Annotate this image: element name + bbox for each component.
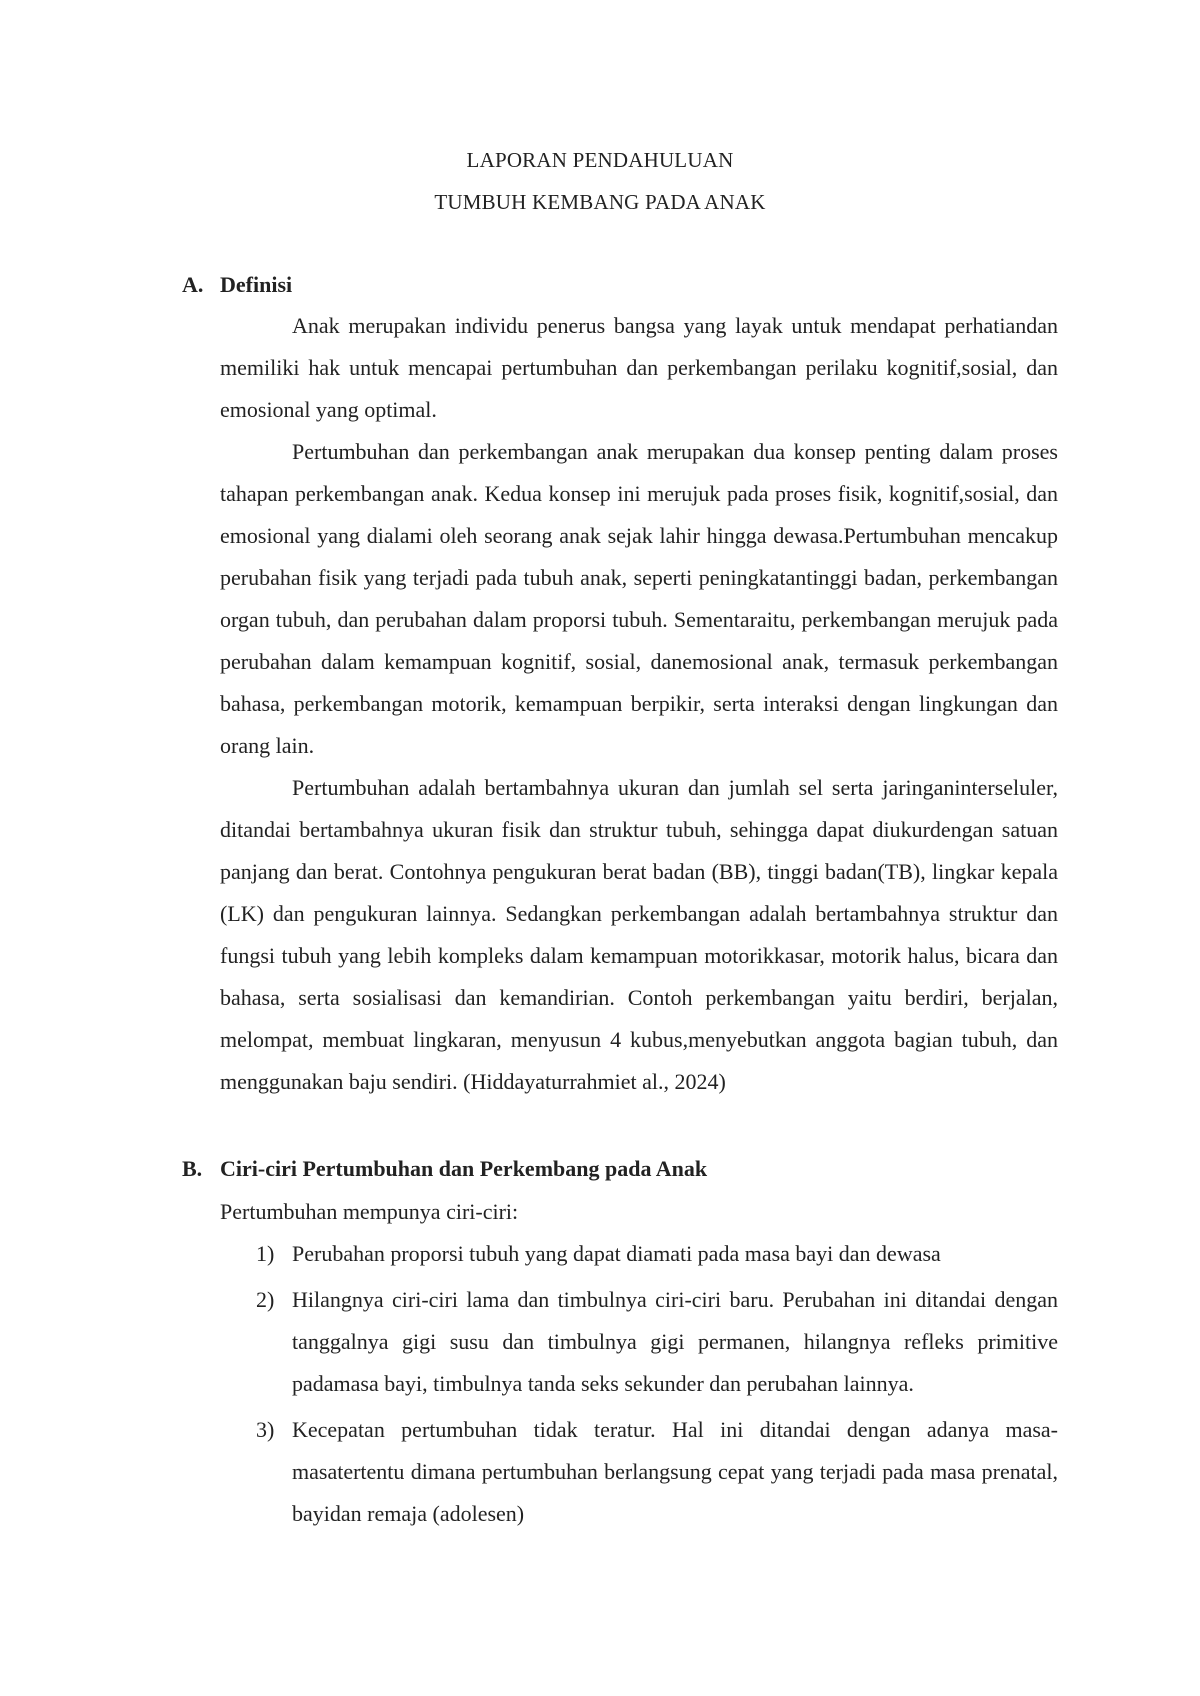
section-b-letter: B. (182, 1156, 203, 1181)
section-a-title: Definisi (220, 272, 293, 297)
document-subtitle: TUMBUH KEMBANG PADA ANAK (434, 190, 766, 214)
paragraph: Anak merupakan individu penerus bangsa yang layak untuk mendapat perhatiandan memiliki hak untuk mencapai pertumbuhan dan perkembangan perilaku kognitif,sosial, dan emosional yang optimal. (220, 313, 1058, 422)
section-a-letter: A. (182, 272, 204, 297)
characteristics-list (220, 1233, 1058, 1539)
list-item-text: Hilangnya ciri-ciri lama dan timbulnya ciri-ciri baru. Perubahan ini ditandai dengan tanggalnya gigi susu dan timbulnya gigi permanen, hilangnya refleks primitive padamasa bayi, timbulnya tanda seks sekunder dan perubahan lainnya. (292, 1287, 1058, 1396)
list-item (220, 1233, 1058, 1275)
list-item-number: 3) (256, 1417, 275, 1442)
section-b-title: Ciri-ciri Pertumbuhan dan Perkembang pada Anak (220, 1156, 708, 1181)
list-item (220, 1279, 1058, 1405)
list-item-number: 1) (256, 1241, 275, 1266)
paragraph: Pertumbuhan dan perkembangan anak merupakan dua konsep penting dalam proses tahapan perkembangan anak. Kedua konsep ini merujuk pada proses fisik, kognitif,sosial, dan emosional yang dialami oleh seorang anak sejak lahir hingga dewasa.Pertumbuhan mencakup perubahan fisik yang terjadi pada tubuh anak, seperti peningkatantinggi badan, perkembangan organ tubuh, dan perubahan dalam proporsi tubuh. Sementaraitu, perkembangan merujuk pada perubahan dalam kemampuan kognitif, sosial, danemosional anak, termasuk perkembangan bahasa, perkembangan motorik, kemampuan berpikir, serta interaksi dengan lingkungan dan orang lain. (220, 439, 1058, 758)
section-b-heading (182, 1156, 707, 1182)
section-b-intro: Pertumbuhan mempunya ciri-ciri: (220, 1199, 519, 1224)
list-item-text: Perubahan proporsi tubuh yang dapat diamati pada masa bayi dan dewasa (292, 1241, 941, 1266)
paragraph: Pertumbuhan adalah bertambahnya ukuran dan jumlah sel serta jaringaninterseluler, ditandai bertambahnya ukuran fisik dan struktur tubuh, sehingga dapat diukurdengan satuan panjang dan berat. Contohnya pengukuran berat badan (BB), tinggi badan(TB), lingkar kepala (LK) dan pengukuran lainnya. Sedangkan perkembangan adalah bertambahnya struktur dan fungsi tubuh yang lebih kompleks dalam kemampuan motorikkasar, motorik halus, bicara dan bahasa, serta sosialisasi dan kemandirian. Contoh perkembangan yaitu berdiri, berjalan, melompat, membuat lingkaran, menyusun 4 kubus,menyebutkan anggota bagian tubuh, dan menggunakan baju sendiri. (Hiddayaturrahmiet al., 2024) (220, 775, 1058, 1094)
list-item (220, 1409, 1058, 1535)
document-title: LAPORAN PENDAHULUAN (466, 148, 734, 172)
list-item-text: Kecepatan pertumbuhan tidak teratur. Hal ini ditandai dengan adanya masa-masatertentu dimana pertumbuhan berlangsung cepat yang terjadi pada masa prenatal, bayidan remaja (adolesen) (292, 1417, 1058, 1526)
list-item-number: 2) (256, 1287, 275, 1312)
section-a-body (220, 305, 1058, 1103)
section-a-heading (182, 272, 292, 298)
